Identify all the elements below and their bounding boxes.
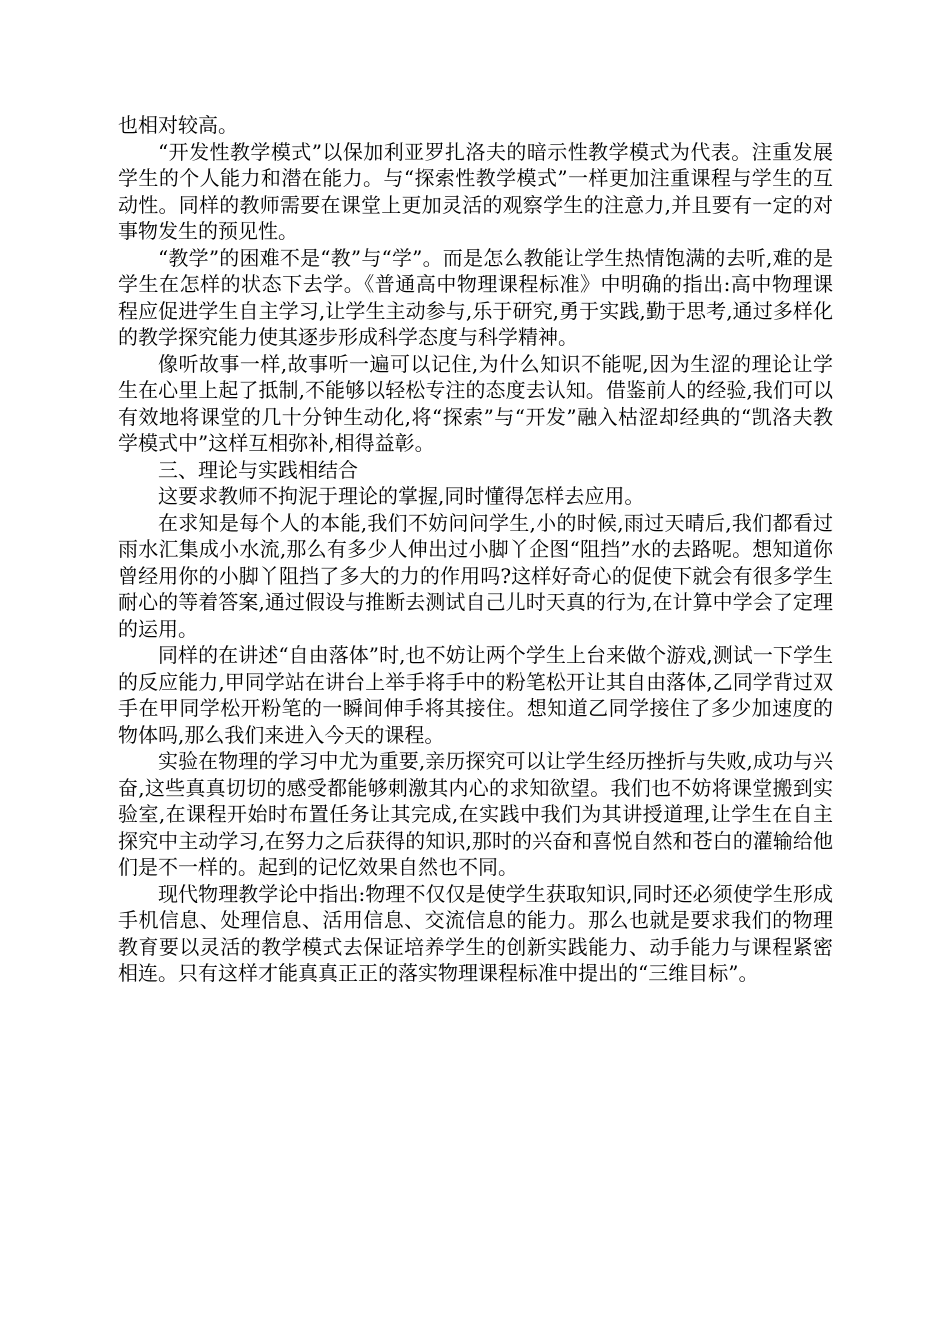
paragraph-teaching-difficulty: “教学”的困难不是“教”与“学”。而是怎么教能让学生热情饱满的去听,难的是学生在怎样的状态下去学。《普通高中物理课程标准》中明确的指出:高中物理课程应促进学生自主学习,让学生主动参与,乐于研究,勇于实践,勤于思考,通过多样化的教学探究能力使其逐步形成科学态度与科学精神。 <box>118 245 833 349</box>
document-body <box>118 112 833 987</box>
section-heading-theory-practice: 三、理论与实践相结合 <box>158 457 358 482</box>
paragraph-free-fall: 同样的在讲述“自由落体”时,也不妨让两个学生上台来做个游戏,测试一下学生的反应能力,甲同学站在讲台上举手将手中的粉笔松开让其自由落体,乙同学背过双手在甲同学松开粉笔的一瞬间伸手将其接住。想知道乙同学接住了多少加速度的物体吗,那么我们来进入今天的课程。 <box>118 643 833 747</box>
paragraph-experiment: 实验在物理的学习中尤为重要,亲历探究可以让学生经历挫折与失败,成功与兴奋,这些真真切切的感受都能够刺激其内心的求知欲望。我们也不妨将课堂搬到实验室,在课程开始时布置任务让其完成,在实践中我们为其讲授道理,让学生在自主探究中主动学习,在努力之后获得的知识,那时的兴奋和喜悦自然和苍白的灌输给他们是不一样的。起到的记忆效果自然也不同。 <box>118 749 833 879</box>
paragraph-teacher-application: 这要求教师不拘泥于理论的掌握,同时懂得怎样去应用。 <box>158 484 645 508</box>
paragraph-storytelling: 像听故事一样,故事听一遍可以记住,为什么知识不能呢,因为生涩的理论让学生在心里上起了抵制,不能够以轻松专注的态度去认知。借鉴前人的经验,我们可以有效地将课堂的几十分钟生动化,将“探索”与“开发”融入枯涩却经典的“凯洛夫教学模式中”这样互相弥补,相得益彰。 <box>118 351 833 455</box>
paragraph-modern-physics: 现代物理教学论中指出:物理不仅仅是使学生获取知识,同时还必须使学生形成手机信息、处理信息、活用信息、交流信息的能力。那么也就是要求我们的物理教育要以灵活的教学模式去保证培养学生的创新实践能力、动手能力与课程紧密相连。只有这样才能真真正正的落实物理课程标准中提出的“三维目标”。 <box>118 881 833 985</box>
paragraph-curiosity: 在求知是每个人的本能,我们不妨问问学生,小的时候,雨过天晴后,我们都看过雨水汇集成小水流,那么有多少人伸出过小脚丫企图“阻挡”水的去路呢。想知道你曾经用你的小脚丫阻挡了多大的力的作用吗?这样好奇心的促使下就会有很多学生耐心的等着答案,通过假设与推断去测试自己儿时天真的行为,在计算中学会了定理的运用。 <box>118 510 833 641</box>
paragraph-developmental-model: “开发性教学模式”以保加利亚罗扎洛夫的暗示性教学模式为代表。注重发展学生的个人能力和潜在能力。与“探索性教学模式”一样更加注重课程与学生的互动性。同样的教师需要在课堂上更加灵活的观察学生的注意力,并且要有一定的对事物发生的预见性。 <box>118 139 833 243</box>
paragraph-continuation: 也相对较高。 <box>118 113 238 137</box>
